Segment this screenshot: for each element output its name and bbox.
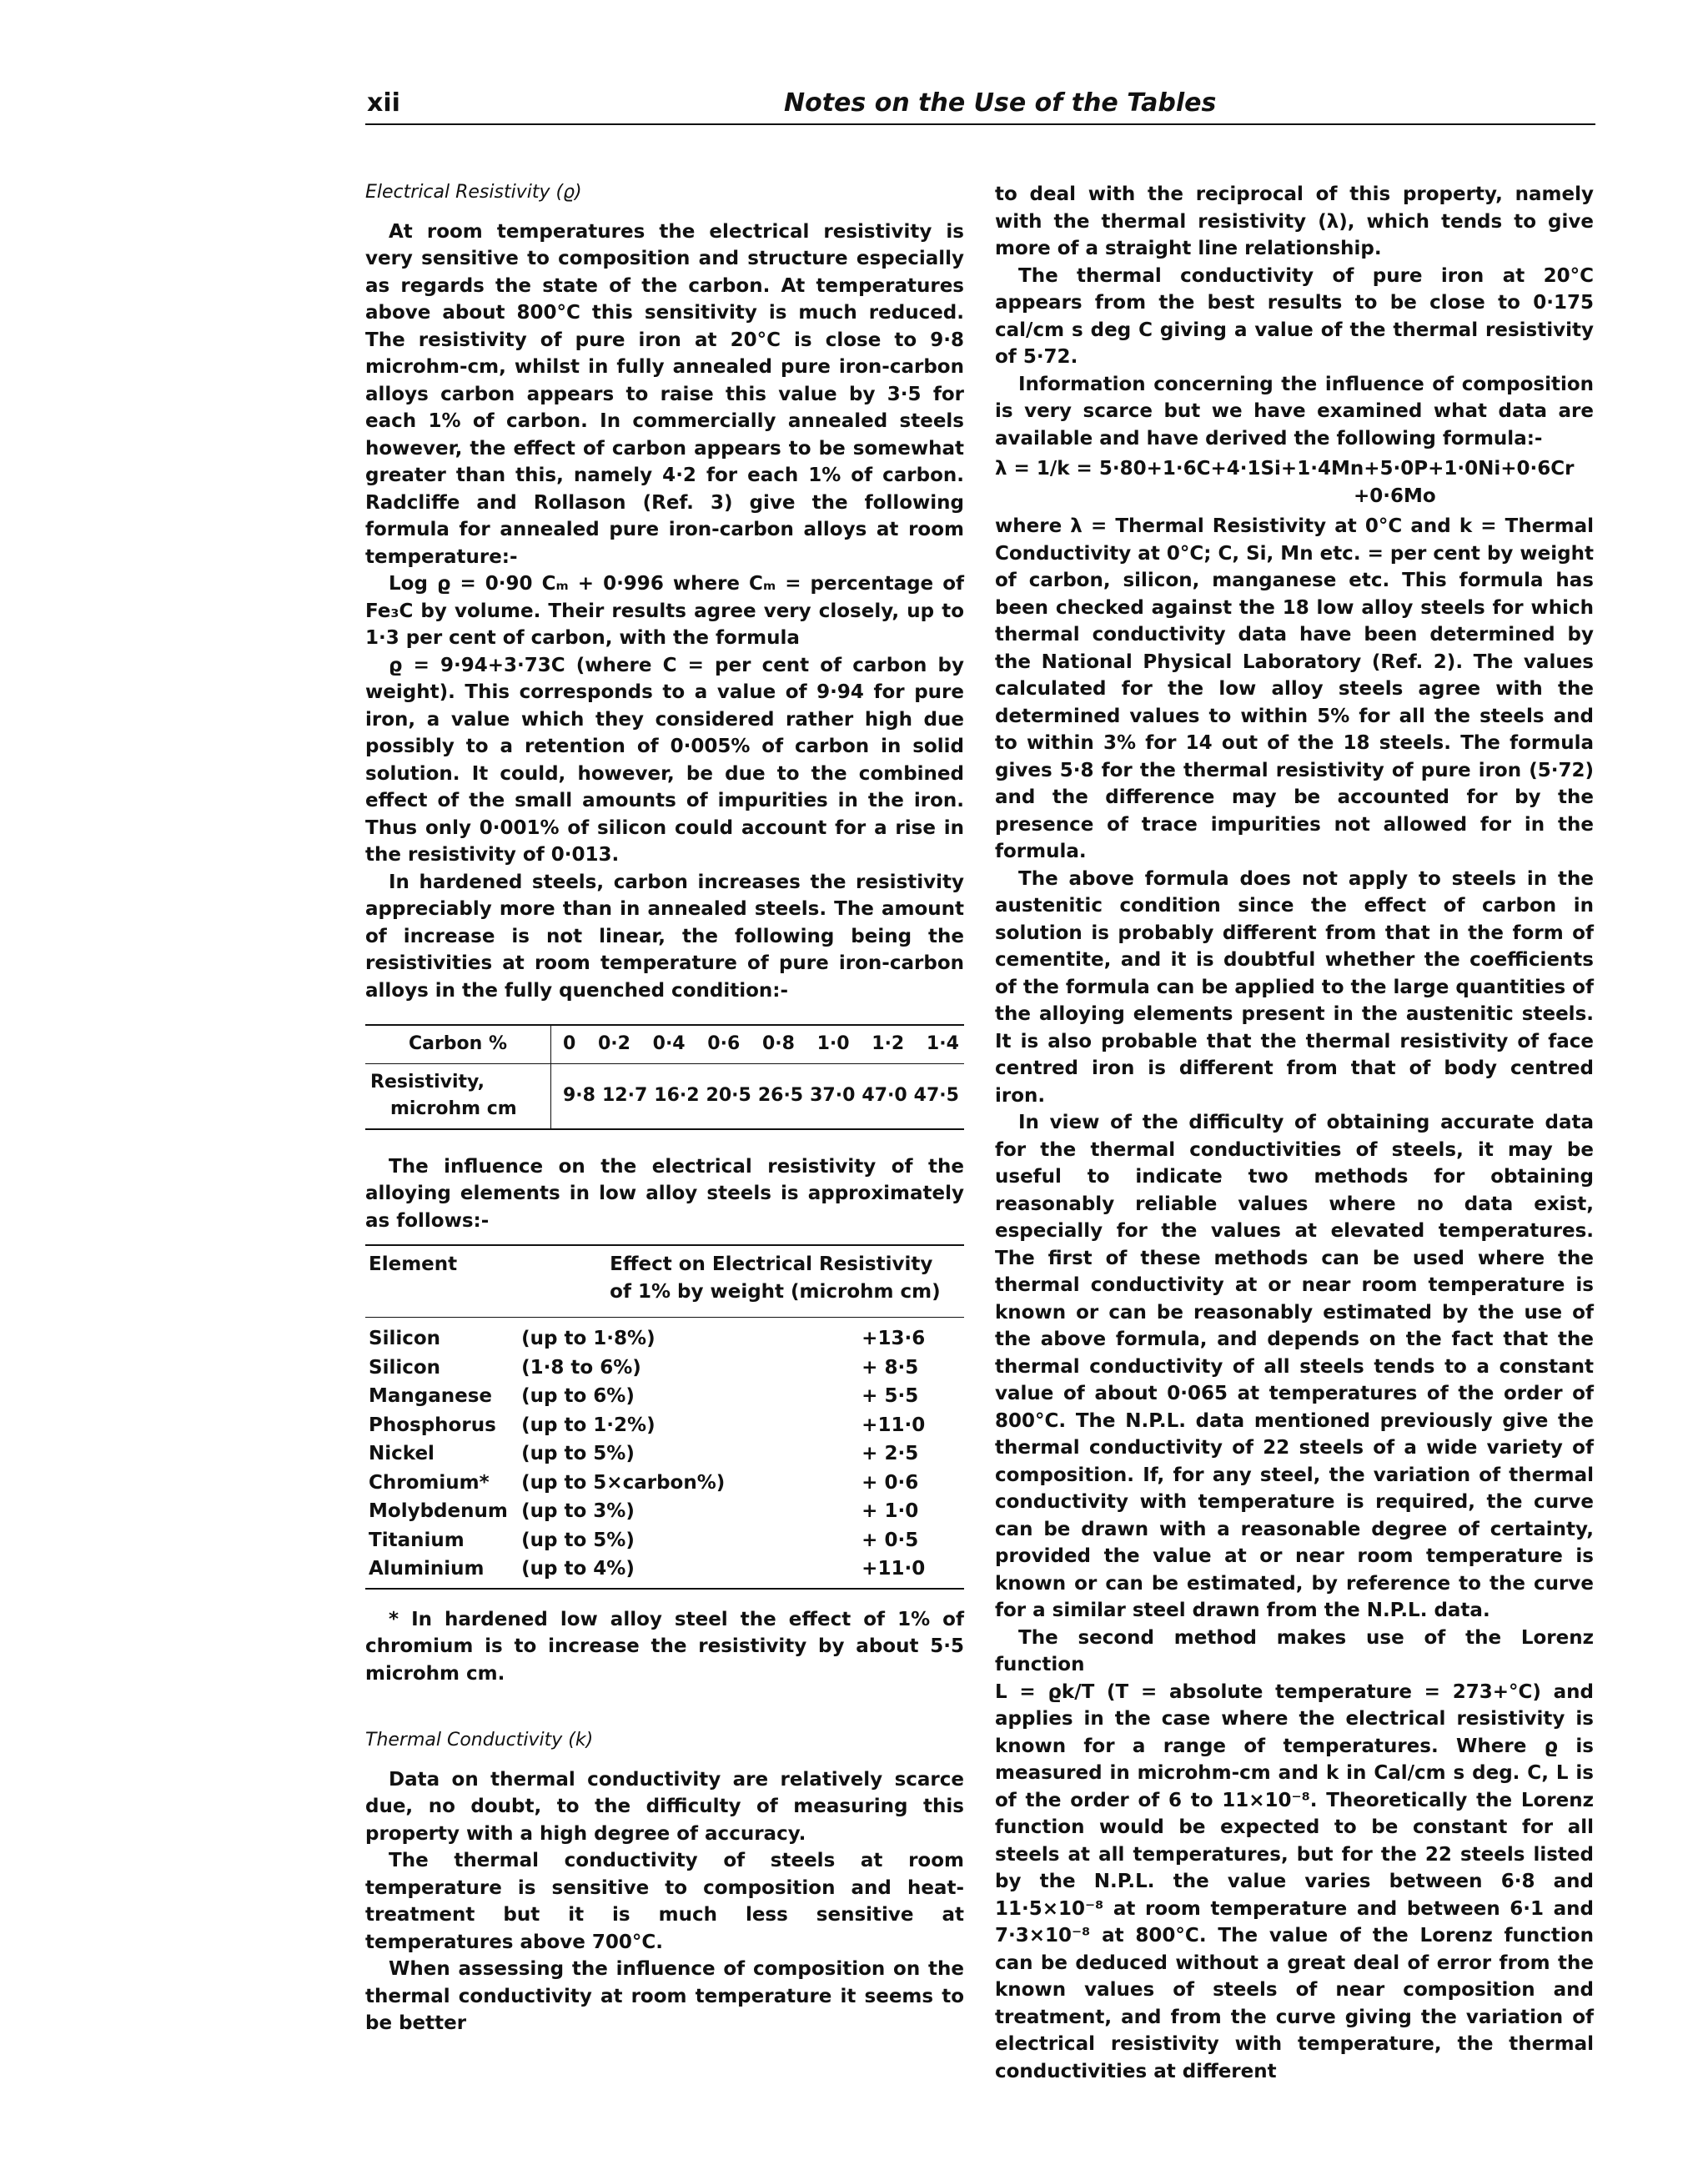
table-cell: 37·0 bbox=[810, 1084, 856, 1106]
paragraph: At room temperatures the electrical resistivity is very sensitive to composition and structure especially as regards the state of the carbon. At temperatures above about 800°C this sensitivity is much reduced. The resistivity of pure iron at 20°C is close to 9·8 microhm-cm, whilst in fully annealed pure iron-carbon alloys carbon appears to raise this value by 3·5 for each 1% of carbon. In commercially annealed steels however, the effect of carbon appears to be somewhat greater than this, namely 4·2 for each 1% of carbon. Radcliffe and Rollason (Ref. 3) give the following formula for annealed pure iron-carbon alloys at room temperature:- bbox=[365, 220, 964, 568]
table-row bbox=[365, 1382, 964, 1411]
table-cell: 0 bbox=[563, 1033, 576, 1054]
header-line: of 1% by weight (microhm cm) bbox=[610, 1280, 941, 1303]
table-header-row bbox=[365, 1245, 964, 1318]
paragraph: The above formula does not apply to steels in the austenitic condition since the effect of carbon in solution is probably different from that in the form of cementite, and it is doubtful whether the coefficients of the formula can be applied to the large quantities of the alloying elements present in the austenitic steels. It is also probable that the thermal resistivity of face centred iron is different from that of body centred iron. bbox=[995, 867, 1594, 1107]
table-row bbox=[365, 1497, 964, 1526]
table-cell: 1·2 bbox=[872, 1033, 905, 1054]
element-effect: + 1·0 bbox=[862, 1500, 919, 1522]
paragraph: In hardened steels, carbon increases the resistivity appreciably more than in annealed steels. The amount of increase is not linear, the following being the resistivities at room temperature of pure iron-carbon alloys in the fully quenched condition:- bbox=[365, 871, 964, 1002]
paragraph: to deal with the reciprocal of this property, namely with the thermal resistivity (λ), which tends to give more of a straight line relationship. bbox=[995, 183, 1594, 259]
table-cell: 0·4 bbox=[652, 1033, 686, 1054]
table-row bbox=[365, 1324, 964, 1354]
element-name: Silicon bbox=[369, 1356, 441, 1379]
row-label-line: Resistivity, bbox=[370, 1071, 485, 1093]
paragraph: When assessing the influence of composition on the thermal conductivity at room temperature it seems to be better bbox=[365, 1958, 964, 2034]
element-range: (1·8 to 6%) bbox=[521, 1356, 641, 1379]
table-cell: 47·0 bbox=[862, 1084, 907, 1106]
table-row bbox=[365, 1063, 964, 1129]
carbon-resistivity-table bbox=[365, 1024, 964, 1130]
table-cell: 1·4 bbox=[926, 1033, 959, 1054]
formula-line: λ = 1/k = 5·80+1·6C+4·1Si+1·4Mn+5·0P+1·0Ni+0·6Cr bbox=[995, 458, 1575, 480]
element-effect: + 8·5 bbox=[862, 1356, 919, 1379]
element-effect: +11·0 bbox=[862, 1414, 926, 1436]
table-cell: 1·0 bbox=[816, 1033, 850, 1054]
row-label-line: microhm cm bbox=[390, 1098, 517, 1119]
page-number: xii bbox=[367, 88, 400, 118]
formula-line: +0·6Mo bbox=[1354, 485, 1436, 507]
paragraph: The thermal conductivity of pure iron at 20°C appears from the best results to be close to 0·175 cal/cm s deg C giving a value of the thermal resistivity of 5·72. bbox=[995, 264, 1594, 368]
element-effect: + 2·5 bbox=[862, 1443, 919, 1464]
right-column bbox=[995, 181, 1594, 2085]
element-name: Chromium* bbox=[369, 1471, 490, 1494]
alloying-elements-table bbox=[365, 1244, 964, 1590]
table-row bbox=[365, 1469, 964, 1498]
table-cell: 47·5 bbox=[913, 1084, 959, 1106]
table-row bbox=[365, 1439, 964, 1469]
element-range: (up to 1·2%) bbox=[521, 1414, 656, 1436]
element-effect: + 0·6 bbox=[862, 1471, 919, 1494]
element-name: Titanium bbox=[369, 1529, 465, 1551]
table-cell: 12·7 bbox=[601, 1084, 648, 1106]
paragraph: ϱ = 9·94+3·73C (where C = per cent of carbon by weight). This corresponds to a value of 9·94 for pure iron, a value which they considered rather high due possibly to a retention of 0·005% of carbon in solid solution. It could, however, be due to the combined effect of the small amounts of impurities in the iron. Thus only 0·001% of silicon could account for a rise in the resistivity of 0·013. bbox=[365, 654, 964, 866]
element-range: (up to 6%) bbox=[521, 1385, 635, 1407]
row-label-resistivity bbox=[365, 1063, 551, 1129]
left-column bbox=[365, 179, 964, 2037]
element-name: Molybdenum bbox=[369, 1500, 508, 1522]
element-range: (up to 1·8%) bbox=[521, 1328, 656, 1349]
element-range: (up to 5%) bbox=[521, 1529, 635, 1551]
paragraph: In view of the difficulty of obtaining accurate data for the thermal conductivities of steels, it may be useful to indicate two methods for obtaining reasonably reliable values where no data exist, especially for the values at elevated temperatures. The first of these methods can be used where the thermal conductivity at or near room temperature is known or can be reasonably estimated by the use of the above formula, and depends on the fact that the thermal conductivity of all steels tends to a constant value of about 0·065 at temperatures of the order of 800°C. The N.P.L. data mentioned previously give the thermal conductivity of 22 steels of a wide variety of composition. If, for any steel, the variation of thermal conductivity with temperature is required, the curve can be drawn with a reasonable degree of certainty, provided the value at or near room temperature is known or can be estimated, by reference to the curve for a similar steel drawn from the N.P.L. data. bbox=[995, 1112, 1594, 1621]
element-effect: +11·0 bbox=[778, 1555, 964, 1589]
paragraph: Data on thermal conductivity are relatively scarce due, no doubt, to the difficulty of measuring this property with a high degree of accuracy. bbox=[365, 1768, 964, 1845]
element-range: (up to 4%) bbox=[518, 1555, 778, 1589]
table-cell: 20·5 bbox=[706, 1084, 751, 1106]
running-title: Notes on the Use of the Tables bbox=[784, 88, 1217, 118]
element-name: Silicon bbox=[369, 1328, 441, 1349]
table-row bbox=[365, 1526, 964, 1555]
section-heading-thermal-conductivity: Thermal Conductivity (k) bbox=[365, 1730, 594, 1751]
table-cell: 0·6 bbox=[707, 1033, 741, 1054]
element-name: Nickel bbox=[369, 1443, 435, 1464]
paragraph: Information concerning the influence of composition is very scarce but we have examined what data are available and have derived the following formula:- bbox=[995, 373, 1594, 450]
paragraph: The influence on the electrical resistivity of the alloying elements in low alloy steels is approximately as follows:- bbox=[365, 1155, 964, 1232]
element-effect: + 0·5 bbox=[862, 1529, 919, 1551]
table-cell: 9·8 bbox=[563, 1084, 595, 1106]
table-row bbox=[365, 1025, 964, 1063]
lorenz-paragraph: L = ϱk/T (T = absolute temperature = 273+°C) and applies in the case where the electrical resistivity is known for a range of temperatures. Where ϱ is measured in microhm-cm and k in Cal/cm s deg. C, L is of the order of 6 to 11×10⁻⁸. Theoretically the Lorenz function would be expected to be constant for all steels at all temperatures, but for the 22 steels listed by the N.P.L. the value varies between 6·8 and 11·5×10⁻⁸ at room temperature and between 6·1 and 7·3×10⁻⁸ at 800°C. The value of the Lorenz function can be deduced without a great deal of error from the known values of steels of near composition and treatment, and from the curve giving the variation of electrical resistivity with temperature, the thermal conductivities at different bbox=[995, 1680, 1594, 2082]
section-heading-electrical-resistivity: Electrical Resistivity (ϱ) bbox=[365, 182, 582, 203]
table-cell: 26·5 bbox=[757, 1084, 804, 1106]
header-rule bbox=[365, 123, 1595, 125]
paragraph: Log ϱ = 0·90 Cₘ + 0·996 where Cₘ = percentage of Fe₃C by volume. Their results agree very closely, up to 1·3 per cent of carbon, with the formula bbox=[365, 573, 964, 649]
element-effect: + 5·5 bbox=[862, 1385, 919, 1407]
table-cell: 0·2 bbox=[597, 1033, 630, 1054]
element-name: Manganese bbox=[369, 1385, 493, 1407]
table-row bbox=[365, 1555, 964, 1589]
element-name: Aluminium bbox=[365, 1555, 518, 1589]
resistivity-values bbox=[551, 1063, 965, 1129]
paragraph: The thermal conductivity of steels at room temperature is sensitive to composition and heat-treatment but it is much less sensitive at temperatures above 700°C. bbox=[365, 1850, 964, 1953]
column-header-effect bbox=[518, 1245, 964, 1318]
paragraph: where λ = Thermal Resistivity at 0°C and k = Thermal Conductivity at 0°C; C, Si, Mn etc. = per cent by weight of carbon, silicon, manganese etc. This formula has been checked against the 18 low alloy steels for which thermal conductivity data have been determined by the National Physical Laboratory (Ref. 2). The values calculated for the low alloy steels agree with the determined values to within 5% for all the steels and to within 3% for 14 out of the 18 steels. The formula gives 5·8 for the thermal resistivity of pure iron (5·72) and the difference may be accounted for by the presence of trace impurities not allowed for in the formula. bbox=[995, 515, 1594, 862]
table-row bbox=[365, 1354, 964, 1383]
footnote: * In hardened low alloy steel the effect of 1% of chromium is to increase the resistivity by about 5·5 microhm cm. bbox=[365, 1608, 964, 1685]
row-label-carbon: Carbon % bbox=[365, 1025, 551, 1063]
table-row bbox=[365, 1411, 964, 1440]
element-range: (up to 5×carbon%) bbox=[521, 1471, 726, 1494]
element-name: Phosphorus bbox=[369, 1414, 496, 1436]
element-effect: +13·6 bbox=[862, 1328, 926, 1349]
carbon-values bbox=[551, 1025, 965, 1063]
paragraph: The second method makes use of the Lorenz function bbox=[995, 1626, 1594, 1675]
table-cell: 16·2 bbox=[654, 1084, 700, 1106]
header-line: Effect on Electrical Resistivity bbox=[610, 1253, 933, 1275]
thermal-resistivity-formula bbox=[995, 455, 1594, 510]
column-header-element: Element bbox=[365, 1245, 518, 1318]
element-range: (up to 5%) bbox=[521, 1443, 635, 1464]
table-cell: 0·8 bbox=[761, 1033, 795, 1054]
element-range: (up to 3%) bbox=[521, 1500, 635, 1522]
